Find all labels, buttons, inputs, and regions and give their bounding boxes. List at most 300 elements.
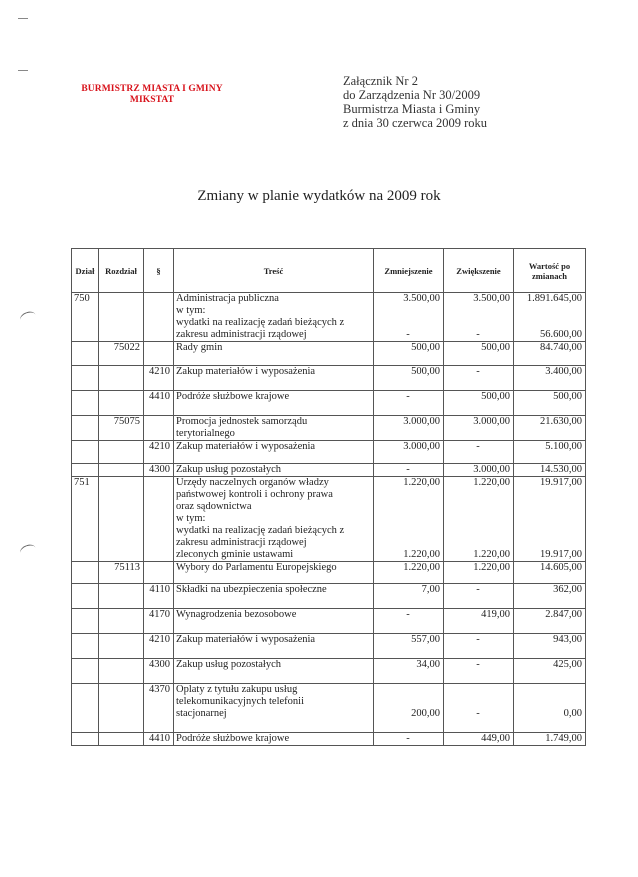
- spacer-cell: [514, 574, 586, 584]
- cell-dzial: [72, 391, 99, 404]
- table-row: [72, 293, 586, 306]
- cell-zwiekszenie: -: [444, 441, 514, 454]
- spacer-cell: [444, 621, 514, 634]
- cell-wartosc: 3.400,00: [514, 366, 586, 379]
- scan-mark: [19, 310, 38, 326]
- row-spacer: [72, 671, 586, 684]
- cell-dzial: [72, 733, 99, 746]
- table-row: [72, 634, 586, 647]
- table-row: [72, 501, 586, 513]
- cell-rozdzial: [99, 489, 144, 501]
- spacer-cell: [374, 646, 444, 659]
- col-header-paragraf: §: [144, 249, 174, 293]
- spacer-cell: [374, 378, 444, 391]
- cell-rozdzial: [99, 501, 144, 513]
- annex-line: z dnia 30 czerwca 2009 roku: [343, 116, 488, 130]
- cell-dzial: [72, 549, 99, 562]
- cell-tresc: państwowej kontroli i ochrony prawa: [174, 489, 374, 501]
- cell-paragraf: [144, 329, 174, 342]
- cell-wartosc: 21.630,00: [514, 416, 586, 429]
- table-row: [72, 428, 586, 441]
- cell-paragraf: [144, 549, 174, 562]
- cell-zwiekszenie: -: [444, 659, 514, 672]
- cell-rozdzial: [99, 513, 144, 525]
- spacer-cell: [144, 720, 174, 733]
- spacer-cell: [374, 720, 444, 733]
- cell-zmniejszenie: 1.220,00: [374, 562, 444, 575]
- scan-mark: [18, 18, 28, 19]
- spacer-cell: [514, 621, 586, 634]
- spacer-cell: [444, 378, 514, 391]
- spacer-cell: [99, 574, 144, 584]
- cell-zmniejszenie: [374, 684, 444, 697]
- spacer-cell: [174, 453, 374, 464]
- table-row: [72, 477, 586, 490]
- stamp-line-2: MIKSTAT: [129, 95, 175, 105]
- spacer-cell: [444, 403, 514, 416]
- spacer-cell: [174, 574, 374, 584]
- cell-tresc: Składki na ubezpieczenia społeczne: [174, 584, 374, 597]
- cell-wartosc: [514, 428, 586, 441]
- cell-dzial: [72, 416, 99, 429]
- row-spacer: [72, 453, 586, 464]
- spacer-cell: [99, 453, 144, 464]
- cell-paragraf: [144, 317, 174, 329]
- cell-wartosc: 425,00: [514, 659, 586, 672]
- cell-paragraf: 4210: [144, 366, 174, 379]
- cell-wartosc: [514, 513, 586, 525]
- spacer-cell: [144, 378, 174, 391]
- cell-wartosc: 1.891.645,00: [514, 293, 586, 306]
- cell-paragraf: [144, 562, 174, 575]
- row-spacer: [72, 403, 586, 416]
- table-row: [72, 609, 586, 622]
- cell-dzial: [72, 366, 99, 379]
- cell-tresc: Urzędy naczelnych organów władzy: [174, 477, 374, 490]
- cell-rozdzial: [99, 329, 144, 342]
- table-row: [72, 549, 586, 562]
- cell-zwiekszenie: 1.220,00: [444, 549, 514, 562]
- spacer-cell: [99, 354, 144, 366]
- cell-tresc: w tym:: [174, 513, 374, 525]
- cell-zwiekszenie: [444, 525, 514, 537]
- cell-tresc: Zakup materiałów i wyposażenia: [174, 441, 374, 454]
- annex-line: Burmistrza Miasta i Gminy: [343, 102, 481, 116]
- spacer-cell: [144, 671, 174, 684]
- spacer-cell: [99, 621, 144, 634]
- spacer-cell: [174, 354, 374, 366]
- cell-rozdzial: [99, 391, 144, 404]
- cell-dzial: 751: [72, 477, 99, 490]
- spacer-cell: [72, 671, 99, 684]
- row-spacer: [72, 574, 586, 584]
- table-row: [72, 342, 586, 355]
- table-row: [72, 416, 586, 429]
- cell-rozdzial: [99, 366, 144, 379]
- spacer-cell: [374, 354, 444, 366]
- spacer-cell: [444, 671, 514, 684]
- cell-zmniejszenie: 7,00: [374, 584, 444, 597]
- col-header-dzial: Dział: [72, 249, 99, 293]
- cell-zmniejszenie: 500,00: [374, 342, 444, 355]
- cell-zwiekszenie: 500,00: [444, 342, 514, 355]
- cell-tresc: Podróże służbowe krajowe: [174, 391, 374, 404]
- spacer-cell: [72, 621, 99, 634]
- cell-rozdzial: [99, 733, 144, 746]
- cell-paragraf: [144, 293, 174, 306]
- cell-wartosc: 14.530,00: [514, 464, 586, 477]
- spacer-cell: [72, 378, 99, 391]
- cell-zmniejszenie: [374, 537, 444, 549]
- cell-tresc: zakresu administracji rządowej: [174, 537, 374, 549]
- cell-zmniejszenie: [374, 317, 444, 329]
- cell-rozdzial: [99, 609, 144, 622]
- cell-wartosc: 84.740,00: [514, 342, 586, 355]
- cell-paragraf: [144, 537, 174, 549]
- cell-rozdzial: [99, 696, 144, 708]
- cell-paragraf: 4300: [144, 659, 174, 672]
- cell-dzial: [72, 634, 99, 647]
- table-row: [72, 708, 586, 720]
- cell-paragraf: 4410: [144, 733, 174, 746]
- cell-wartosc: 362,00: [514, 584, 586, 597]
- spacer-cell: [444, 646, 514, 659]
- cell-paragraf: 4170: [144, 609, 174, 622]
- cell-zwiekszenie: -: [444, 584, 514, 597]
- cell-zwiekszenie: 1.220,00: [444, 562, 514, 575]
- col-header-zwiekszenie: Zwiększenie: [444, 249, 514, 293]
- cell-tresc: Promocja jednostek samorządu: [174, 416, 374, 429]
- cell-zmniejszenie: -: [374, 391, 444, 404]
- document-title: Zmiany w planie wydatków na 2009 rok: [197, 188, 441, 204]
- cell-rozdzial: [99, 525, 144, 537]
- spacer-cell: [144, 403, 174, 416]
- cell-paragraf: 4210: [144, 441, 174, 454]
- cell-rozdzial: [99, 537, 144, 549]
- cell-wartosc: [514, 317, 586, 329]
- cell-tresc: oraz sądownictwa: [174, 501, 374, 513]
- table-row: [72, 696, 586, 708]
- spacer-cell: [72, 453, 99, 464]
- col-header-wartosc: Wartość po zmianach: [514, 249, 586, 293]
- cell-zwiekszenie: -: [444, 329, 514, 342]
- spacer-cell: [374, 671, 444, 684]
- spacer-cell: [174, 671, 374, 684]
- cell-zmniejszenie: [374, 501, 444, 513]
- annex-note: [343, 74, 487, 130]
- cell-zwiekszenie: [444, 513, 514, 525]
- cell-zmniejszenie: 3.500,00: [374, 293, 444, 306]
- spacer-cell: [444, 354, 514, 366]
- spacer-cell: [99, 720, 144, 733]
- cell-tresc: wydatki na realizację zadań bieżących z: [174, 525, 374, 537]
- spacer-cell: [514, 720, 586, 733]
- spacer-cell: [174, 378, 374, 391]
- cell-dzial: [72, 659, 99, 672]
- stamp-line-1: BURMISTRZ MIASTA I GMINY: [81, 84, 223, 94]
- spacer-cell: [99, 378, 144, 391]
- spacer-cell: [174, 646, 374, 659]
- cell-paragraf: [144, 428, 174, 441]
- cell-paragraf: [144, 305, 174, 317]
- cell-zmniejszenie: -: [374, 329, 444, 342]
- cell-paragraf: [144, 416, 174, 429]
- cell-paragraf: [144, 489, 174, 501]
- spacer-cell: [99, 646, 144, 659]
- spacer-cell: [144, 453, 174, 464]
- cell-tresc: Wynagrodzenia bezosobowe: [174, 609, 374, 622]
- cell-zmniejszenie: [374, 525, 444, 537]
- spacer-cell: [72, 646, 99, 659]
- col-header-tresc: Treść: [174, 249, 374, 293]
- cell-dzial: [72, 684, 99, 697]
- cell-rozdzial: [99, 659, 144, 672]
- table-row: [72, 366, 586, 379]
- cell-dzial: 750: [72, 293, 99, 306]
- cell-rozdzial: [99, 708, 144, 720]
- cell-paragraf: [144, 477, 174, 490]
- cell-wartosc: 19.917,00: [514, 549, 586, 562]
- cell-dzial: [72, 428, 99, 441]
- cell-paragraf: [144, 696, 174, 708]
- spacer-cell: [144, 621, 174, 634]
- cell-tresc: Rady gmin: [174, 342, 374, 355]
- table-row: [72, 684, 586, 697]
- cell-dzial: [72, 525, 99, 537]
- table-row: [72, 305, 586, 317]
- cell-zmniejszenie: 3.000,00: [374, 416, 444, 429]
- cell-dzial: [72, 513, 99, 525]
- cell-rozdzial: [99, 549, 144, 562]
- cell-wartosc: 5.100,00: [514, 441, 586, 454]
- cell-zmniejszenie: [374, 513, 444, 525]
- cell-paragraf: [144, 708, 174, 720]
- cell-wartosc: 19.917,00: [514, 477, 586, 490]
- cell-zmniejszenie: -: [374, 609, 444, 622]
- cell-zmniejszenie: [374, 305, 444, 317]
- cell-dzial: [72, 464, 99, 477]
- spacer-cell: [514, 646, 586, 659]
- cell-dzial: [72, 329, 99, 342]
- spacer-cell: [144, 574, 174, 584]
- cell-zwiekszenie: -: [444, 634, 514, 647]
- cell-wartosc: 14.605,00: [514, 562, 586, 575]
- cell-zmniejszenie: -: [374, 733, 444, 746]
- cell-tresc: wydatki na realizację zadań bieżących z: [174, 317, 374, 329]
- spacer-cell: [72, 403, 99, 416]
- row-spacer: [72, 378, 586, 391]
- cell-tresc: Wybory do Parlamentu Europejskiego: [174, 562, 374, 575]
- cell-wartosc: [514, 696, 586, 708]
- cell-tresc: Zakup usług pozostałych: [174, 659, 374, 672]
- cell-zwiekszenie: [444, 317, 514, 329]
- spacer-cell: [174, 596, 374, 609]
- cell-rozdzial: [99, 293, 144, 306]
- cell-rozdzial: [99, 305, 144, 317]
- cell-zmniejszenie: 500,00: [374, 366, 444, 379]
- spacer-cell: [99, 596, 144, 609]
- cell-dzial: [72, 708, 99, 720]
- cell-rozdzial: [99, 634, 144, 647]
- cell-wartosc: [514, 684, 586, 697]
- row-spacer: [72, 596, 586, 609]
- spacer-cell: [99, 671, 144, 684]
- table-row: [72, 317, 586, 329]
- cell-wartosc: 56.600,00: [514, 329, 586, 342]
- cell-paragraf: [144, 501, 174, 513]
- cell-zwiekszenie: 3.000,00: [444, 416, 514, 429]
- cell-zmniejszenie: [374, 489, 444, 501]
- col-header-zmniejszenie: Zmniejszenie: [374, 249, 444, 293]
- cell-wartosc: [514, 501, 586, 513]
- spacer-cell: [374, 453, 444, 464]
- cell-paragraf: 4110: [144, 584, 174, 597]
- spacer-cell: [514, 378, 586, 391]
- cell-paragraf: [144, 342, 174, 355]
- cell-wartosc: [514, 305, 586, 317]
- cell-zwiekszenie: [444, 305, 514, 317]
- spacer-cell: [514, 596, 586, 609]
- cell-tresc: zakresu administracji rządowej: [174, 329, 374, 342]
- spacer-cell: [514, 403, 586, 416]
- table-row: [72, 525, 586, 537]
- cell-tresc: Administracja publiczna: [174, 293, 374, 306]
- spacer-cell: [444, 720, 514, 733]
- cell-zwiekszenie: [444, 684, 514, 697]
- cell-tresc: telekomunikacyjnych telefonii: [174, 696, 374, 708]
- cell-rozdzial: [99, 584, 144, 597]
- spacer-cell: [144, 646, 174, 659]
- cell-zmniejszenie: 34,00: [374, 659, 444, 672]
- spacer-cell: [514, 354, 586, 366]
- cell-zwiekszenie: [444, 489, 514, 501]
- cell-dzial: [72, 501, 99, 513]
- cell-wartosc: [514, 537, 586, 549]
- cell-dzial: [72, 342, 99, 355]
- cell-dzial: [72, 537, 99, 549]
- cell-zmniejszenie: 1.220,00: [374, 477, 444, 490]
- cell-tresc: Zakup materiałów i wyposażenia: [174, 366, 374, 379]
- cell-dzial: [72, 317, 99, 329]
- cell-zwiekszenie: 1.220,00: [444, 477, 514, 490]
- table-row: [72, 329, 586, 342]
- row-spacer: [72, 354, 586, 366]
- cell-wartosc: 2.847,00: [514, 609, 586, 622]
- annex-line: Załącznik Nr 2: [343, 74, 418, 88]
- cell-rozdzial: [99, 428, 144, 441]
- table-row: [72, 659, 586, 672]
- cell-dzial: [72, 562, 99, 575]
- cell-zwiekszenie: 3.000,00: [444, 464, 514, 477]
- cell-paragraf: 4410: [144, 391, 174, 404]
- cell-tresc: stacjonarnej: [174, 708, 374, 720]
- row-spacer: [72, 646, 586, 659]
- expenditure-table: [71, 248, 586, 746]
- cell-zwiekszenie: [444, 537, 514, 549]
- cell-tresc: Podróże służbowe krajowe: [174, 733, 374, 746]
- cell-zmniejszenie: 1.220,00: [374, 549, 444, 562]
- annex-line: do Zarządzenia Nr 30/2009: [343, 88, 481, 102]
- cell-wartosc: [514, 489, 586, 501]
- cell-rozdzial: 75022: [99, 342, 144, 355]
- cell-paragraf: 4300: [144, 464, 174, 477]
- spacer-cell: [374, 403, 444, 416]
- cell-zwiekszenie: -: [444, 708, 514, 720]
- table-row: [72, 489, 586, 501]
- cell-zmniejszenie: 3.000,00: [374, 441, 444, 454]
- spacer-cell: [374, 596, 444, 609]
- cell-dzial: [72, 305, 99, 317]
- spacer-cell: [374, 574, 444, 584]
- spacer-cell: [72, 354, 99, 366]
- table-row: [72, 391, 586, 404]
- cell-paragraf: 4210: [144, 634, 174, 647]
- spacer-cell: [72, 720, 99, 733]
- spacer-cell: [72, 574, 99, 584]
- cell-rozdzial: [99, 477, 144, 490]
- table-row: [72, 464, 586, 477]
- spacer-cell: [514, 671, 586, 684]
- cell-rozdzial: [99, 317, 144, 329]
- spacer-cell: [174, 621, 374, 634]
- cell-dzial: [72, 489, 99, 501]
- cell-rozdzial: [99, 464, 144, 477]
- office-stamp: [72, 84, 232, 106]
- spacer-cell: [99, 403, 144, 416]
- col-header-rozdzial: Rozdział: [99, 249, 144, 293]
- cell-zmniejszenie: -: [374, 464, 444, 477]
- spacer-cell: [514, 453, 586, 464]
- scan-mark: [18, 70, 28, 71]
- cell-zwiekszenie: [444, 428, 514, 441]
- cell-wartosc: 500,00: [514, 391, 586, 404]
- row-spacer: [72, 621, 586, 634]
- cell-zmniejszenie: 557,00: [374, 634, 444, 647]
- cell-tresc: Oplaty z tytułu zakupu usług: [174, 684, 374, 697]
- table-row: [72, 733, 586, 746]
- spacer-cell: [144, 354, 174, 366]
- cell-tresc: w tym:: [174, 305, 374, 317]
- spacer-cell: [174, 720, 374, 733]
- cell-rozdzial: 75113: [99, 562, 144, 575]
- spacer-cell: [374, 621, 444, 634]
- scan-mark: [19, 543, 38, 559]
- cell-zwiekszenie: 419,00: [444, 609, 514, 622]
- cell-paragraf: [144, 513, 174, 525]
- cell-zwiekszenie: 449,00: [444, 733, 514, 746]
- spacer-cell: [444, 453, 514, 464]
- cell-paragraf: 4370: [144, 684, 174, 697]
- cell-dzial: [72, 584, 99, 597]
- row-spacer: [72, 720, 586, 733]
- table-row: [72, 441, 586, 454]
- cell-zwiekszenie: 500,00: [444, 391, 514, 404]
- cell-tresc: zleconych gminie ustawami: [174, 549, 374, 562]
- cell-rozdzial: [99, 684, 144, 697]
- cell-tresc: terytorialnego: [174, 428, 374, 441]
- spacer-cell: [444, 596, 514, 609]
- cell-zwiekszenie: -: [444, 366, 514, 379]
- cell-zmniejszenie: 200,00: [374, 708, 444, 720]
- spacer-cell: [174, 403, 374, 416]
- cell-tresc: Zakup materiałów i wyposażenia: [174, 634, 374, 647]
- cell-rozdzial: [99, 441, 144, 454]
- cell-wartosc: 943,00: [514, 634, 586, 647]
- cell-dzial: [72, 696, 99, 708]
- cell-rozdzial: 75075: [99, 416, 144, 429]
- cell-wartosc: 1.749,00: [514, 733, 586, 746]
- spacer-cell: [144, 596, 174, 609]
